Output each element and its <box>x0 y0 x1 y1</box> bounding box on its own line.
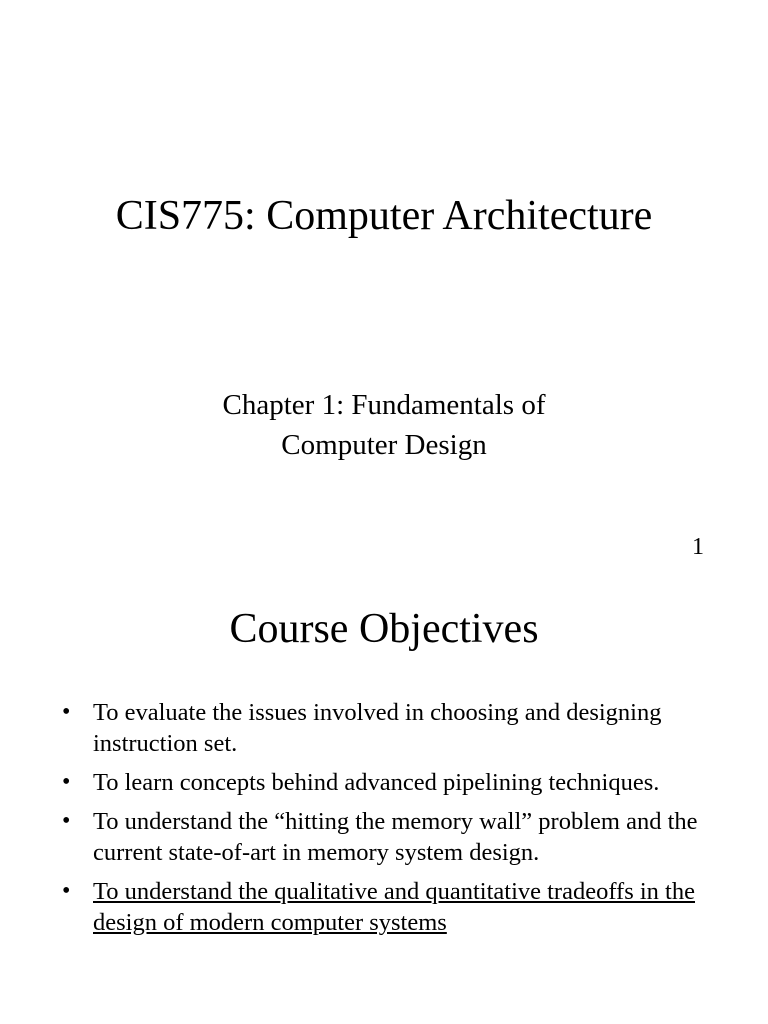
subtitle-line-1: Chapter 1: Fundamentals of <box>222 389 546 421</box>
bullet-icon: • <box>62 699 71 725</box>
page-number: 1 <box>692 534 704 560</box>
objectives-title: Course Objectives <box>229 606 539 652</box>
objective-item <box>56 806 726 868</box>
subtitle-line-2: Computer Design <box>281 429 487 461</box>
bullet-icon: • <box>62 769 71 795</box>
bullet-icon: • <box>62 808 71 834</box>
chapter-subtitle <box>0 385 768 465</box>
bullet-icon: • <box>62 878 71 904</box>
objectives-list <box>56 697 726 946</box>
objective-item <box>56 876 726 938</box>
slide-title: CIS775: Computer Architecture <box>115 193 653 239</box>
objective-item <box>56 697 726 759</box>
objective-text: To understand the “hitting the memory wall” problem and the current state-of-art in memory system design. <box>93 808 698 866</box>
objective-item <box>56 767 726 798</box>
objectives-slide <box>0 575 768 1024</box>
objective-text: To evaluate the issues involved in choosing and designing instruction set. <box>93 699 662 757</box>
objective-text: To learn concepts behind advanced pipelining techniques. <box>93 769 660 796</box>
objective-text-underlined: To understand the qualitative and quantitative tradeoffs in the design of modern computer systems <box>93 878 695 936</box>
